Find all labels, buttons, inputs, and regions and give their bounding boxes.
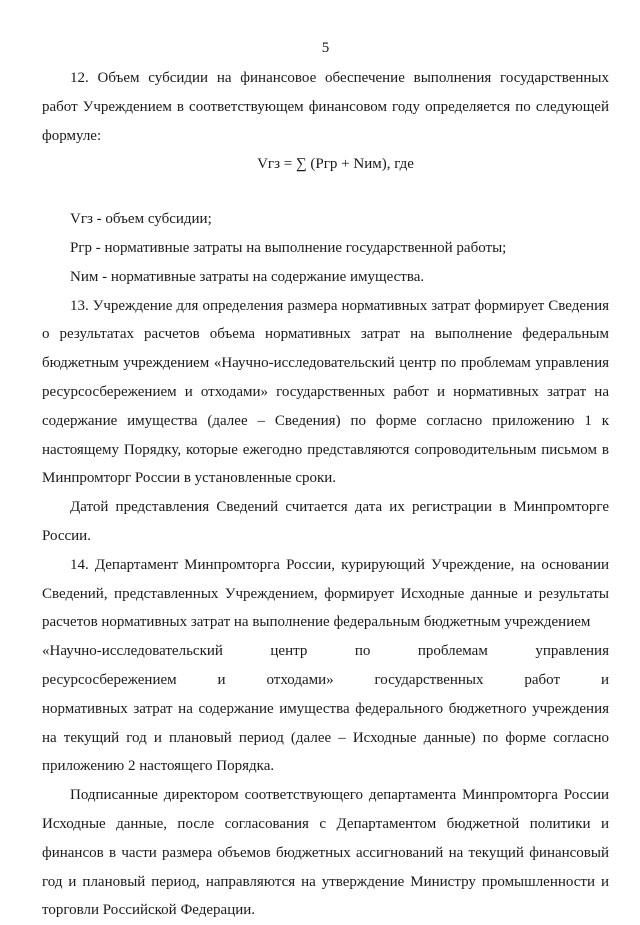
subsidy-formula: Vгз = ∑ (Ргр + Nим), где [257, 156, 414, 173]
paragraph-13: 13. Учреждение для определения размера нормативных затрат формирует Сведения о результатах расчетов объема нормативных затрат на выполнение федеральным бюджетным учреждением «Научно-исследовательский центр по проблемам управления ресурсосбережением и отходами» государственных работ и нормативных затрат на содержание имущества (далее – Сведения) по форме согласно приложению 1 к настоящему Порядку, которые ежегодно представляются сопроводительным письмом в Минпромторг России в установленные сроки. [42, 297, 609, 487]
word: ресурсосбережением [42, 671, 177, 688]
paragraph-14: 14. Департамент Минпромторга России, курирующий Учреждение, на основании Сведений, представленных Учреждением, формирует Исходные данные и результаты расчетов нормативных затрат на выполнение федеральным бюджетным учреждением [42, 556, 609, 631]
word: отходами» [266, 671, 334, 688]
paragraph-14-continued: нормативных затрат на содержание имущества федерального бюджетного учреждения на текущий год и плановый период (далее – Исходные данные) по форме согласно приложению 2 настоящего Порядка. [42, 700, 609, 775]
page-number: 5 [321, 40, 330, 56]
word: работ [524, 671, 561, 688]
word: управления [535, 643, 609, 660]
word: проблемам [417, 643, 488, 660]
definition-vgz: Vгз - объем субсидии; [70, 211, 212, 228]
word: центр [270, 643, 308, 660]
definition-rgr: Ргр - нормативные затраты на выполнение государственной работы; [70, 239, 507, 256]
word: и [217, 671, 226, 688]
word: по [354, 643, 371, 660]
word: государственных [374, 671, 484, 688]
paragraph-14-line-a [42, 637, 609, 666]
paragraph-12: 12. Объем субсидии на финансовое обеспечение выполнения государственных работ Учреждением в соответствующем финансовом году определяется по следующей формуле: [42, 70, 609, 144]
spacer [42, 179, 609, 205]
paragraph-14-line-b [42, 666, 609, 695]
document-body [42, 64, 609, 925]
word: «Научно-исследовательский [42, 643, 223, 660]
paragraph-13-registration: Датой представления Сведений считается дата их регистрации в Минпромторге России. [42, 499, 609, 544]
word: и [600, 671, 609, 688]
definition-nim: Nим - нормативные затраты на содержание имущества. [70, 268, 425, 285]
paragraph-15: Подписанные директором соответствующего департамента Минпромторга России Исходные данные, после согласования с Департаментом бюджетной политики и финансов в части размера объемов бюджетных ассигнований на текущий финансовый год и плановый период, направляются на утверждение Министру промышленности и торговли Российской Федерации. [42, 787, 609, 919]
document-page [42, 0, 609, 919]
